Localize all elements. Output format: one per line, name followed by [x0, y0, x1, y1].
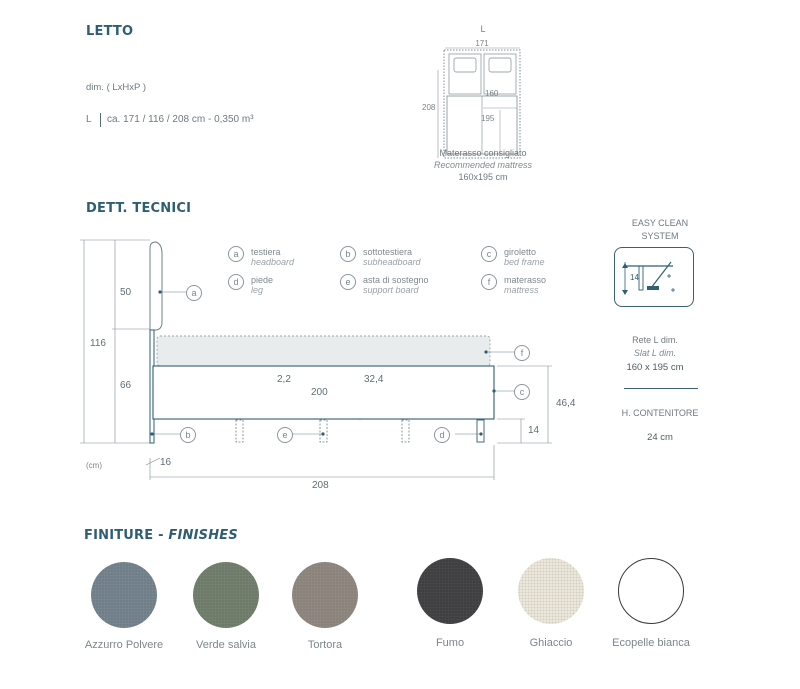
swatch-label-ecopelle-bianca: Ecopelle bianca [612, 637, 690, 649]
callout-e: e [277, 427, 293, 443]
legend-label-it: asta di sostegno [363, 275, 429, 285]
swatch-azzurro-polvere [91, 562, 157, 628]
diagram-length: 208 [422, 103, 436, 112]
dim-116: 116 [90, 338, 106, 349]
mattress-caption-en: Recommended mattress [433, 160, 533, 170]
legend-label-en: leg [251, 285, 264, 295]
legend-key-c: c [481, 246, 497, 262]
swatch-ecopelle-bianca [618, 558, 684, 624]
size-values: ca. 171 / 116 / 208 cm - 0,350 m³ [107, 114, 254, 125]
legend-label-en: support board [363, 285, 419, 295]
legend-key-f: f [481, 274, 497, 290]
swatch-label-ghiaccio: Ghiaccio [529, 637, 573, 649]
legend-key-b: b [340, 246, 356, 262]
easy-clean-title-1: EASY CLEAN [631, 218, 689, 228]
dim-46-4: 46,4 [556, 398, 576, 409]
swatch-fumo [417, 558, 483, 624]
legend-label-en: bed frame [504, 257, 545, 267]
legend-label-en: mattress [504, 285, 539, 295]
legend-label-en: headboard [251, 257, 295, 267]
callout-b: b [180, 427, 196, 443]
swatch-tortora [292, 562, 358, 628]
section-title-letto: LETTO [86, 24, 134, 39]
dim-16: 16 [160, 457, 172, 468]
easy-clean-title-2: SYSTEM [641, 231, 679, 241]
callout-f: f [514, 345, 530, 361]
mattress-caption-size: 160x195 cm [458, 172, 508, 182]
rete-label: Rete L dim. [632, 335, 678, 345]
dim-label: dim. ( LxHxP ) [86, 82, 147, 93]
legend-label-it: piede [251, 275, 274, 285]
easy-clean-icon [614, 247, 694, 307]
callout-d: d [434, 427, 450, 443]
slat-label: Slat L dim. [633, 348, 677, 358]
swatch-ghiaccio [518, 558, 584, 624]
contenitore-value: 24 cm [647, 432, 673, 443]
swatch-label-azzurro-polvere: Azzurro Polvere [84, 639, 164, 651]
dim-14: 14 [528, 425, 540, 436]
dim-50: 50 [120, 287, 132, 298]
swatch-label-verde-salvia: Verde salvia [196, 639, 256, 651]
legend-key-a: a [228, 246, 244, 262]
finiture-title-en: FINISHES [168, 528, 238, 543]
dim-208: 208 [312, 480, 329, 491]
vacuum-under-bed-icon [615, 248, 693, 306]
diagram-mattress-width: 160 [485, 89, 499, 98]
section-title-dett-tecnici: DETT. TECNICI [86, 201, 192, 216]
section-title-finiture [84, 528, 238, 543]
swatch-label-tortora: Tortora [307, 639, 343, 651]
finiture-title-it: FINITURE - [84, 528, 169, 543]
legend-label-it: testiera [251, 247, 281, 257]
swatch-verde-salvia [193, 562, 259, 628]
diagram-letter: L [480, 24, 486, 34]
callout-c: c [514, 384, 530, 400]
legend-key-d: d [228, 274, 244, 290]
callout-a: a [186, 285, 202, 301]
dim-200: 200 [311, 387, 328, 398]
mattress-caption-it: Materasso consigliato [439, 148, 527, 158]
size-letter: L [86, 114, 92, 125]
easy-clean-icon-value: 14 [630, 273, 639, 282]
swatch-label-fumo: Fumo [435, 637, 465, 649]
diagram-mattress-length: 195 [481, 114, 495, 123]
easy-clean-divider [624, 388, 698, 389]
legend-label-en: subheadboard [363, 257, 421, 267]
dim-32-4: 32,4 [364, 374, 384, 385]
dim-2-2: 2,2 [277, 374, 291, 385]
contenitore-label: H. CONTENITORE [621, 408, 699, 418]
legend-label-it: materasso [504, 275, 547, 285]
legend-label-it: giroletto [504, 247, 537, 257]
unit-label: (cm) [86, 461, 102, 470]
dim-66: 66 [120, 380, 132, 391]
diagram-width: 171 [475, 39, 489, 48]
rete-size: 160 x 195 cm [626, 362, 684, 373]
legend-key-e: e [340, 274, 356, 290]
legend-label-it: sottotestiera [363, 247, 413, 257]
